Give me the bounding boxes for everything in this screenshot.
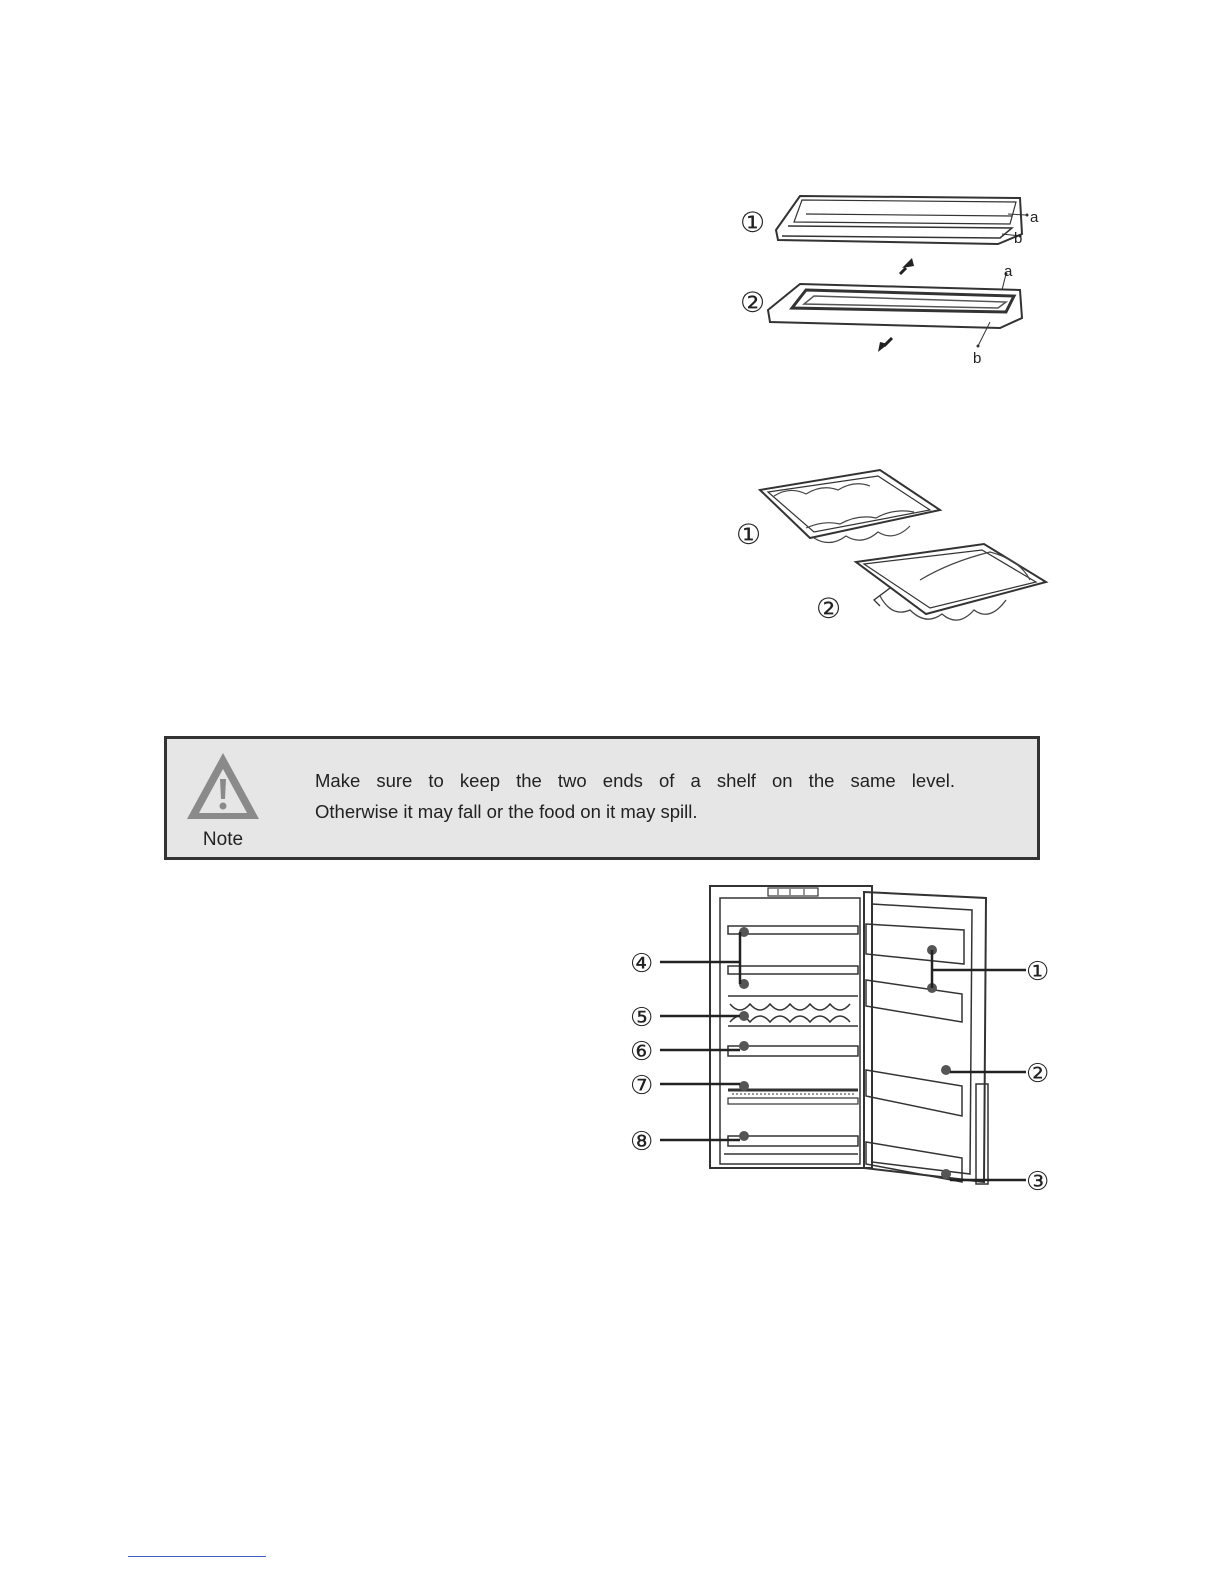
note-line-1: Make sure to keep the two ends of a shelf on the same level. — [315, 770, 955, 791]
figure3-callout-4: ④ — [630, 949, 654, 979]
figure3-callout-6: ⑥ — [630, 1037, 654, 1067]
figure3-callout-5: ⑤ — [630, 1003, 654, 1033]
figure3-callout-2: ② — [1026, 1059, 1050, 1089]
figure1-callout-2: ② — [740, 286, 766, 319]
figure3-callout-7: ⑦ — [630, 1071, 654, 1101]
figure1-callout-1: ① — [740, 206, 766, 239]
footer-rule — [128, 1556, 266, 1557]
figure2-callout-2: ② — [816, 592, 842, 625]
warning-triangle-icon — [183, 747, 263, 855]
figure1-label-a-top: a — [1030, 209, 1039, 226]
wire-shelf-figure — [730, 450, 1060, 626]
refrigerator-interior-figure — [628, 884, 1058, 1196]
note-box — [164, 736, 1040, 860]
figure1-label-a-bottom: a — [1004, 263, 1013, 280]
figure3-callout-1: ① — [1026, 957, 1050, 987]
shelf-frame-figure — [730, 186, 1050, 370]
figure2-callout-1: ① — [736, 518, 762, 551]
figure1-label-b-top: b — [1014, 230, 1023, 247]
note-text — [315, 765, 955, 827]
note-label: Note — [202, 829, 244, 850]
figure3-callout-8: ⑧ — [630, 1127, 654, 1157]
figure1-label-b-bottom: b — [973, 350, 982, 367]
note-line-2: Otherwise it may fall or the food on it may spill. — [315, 801, 698, 822]
figure3-callout-3: ③ — [1026, 1167, 1050, 1196]
